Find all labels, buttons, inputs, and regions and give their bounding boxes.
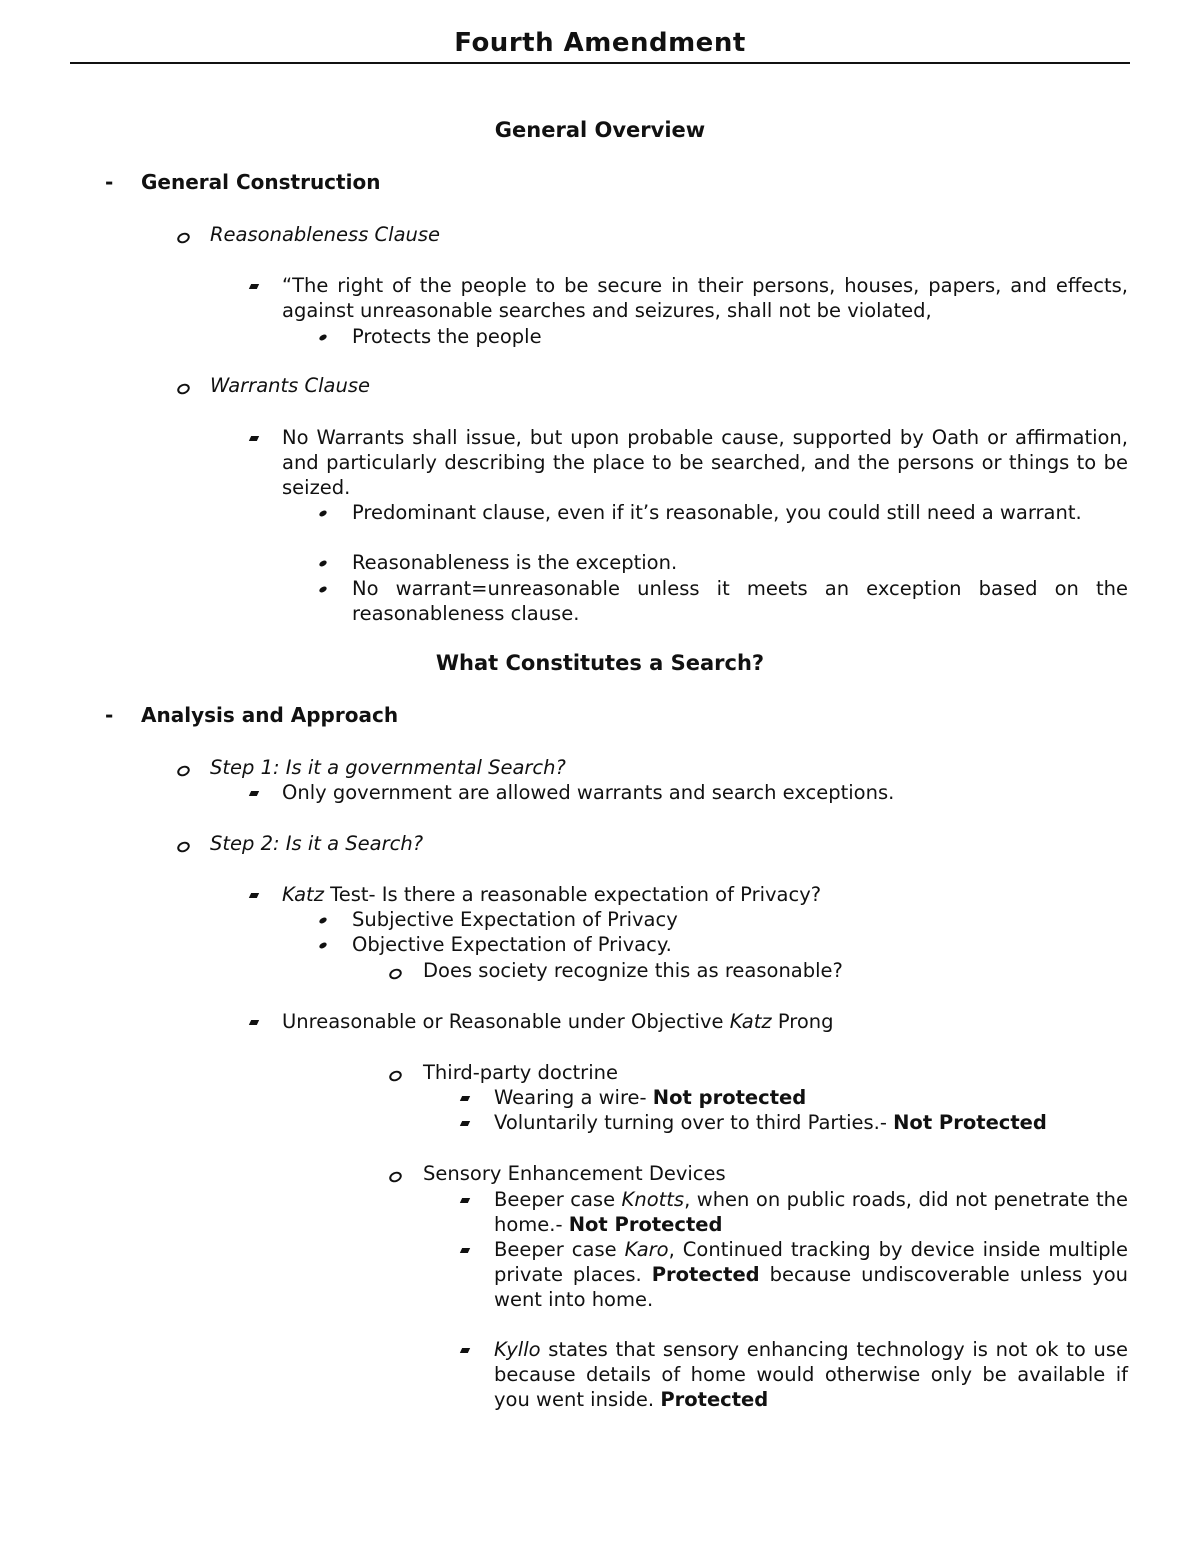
third-parties-item [494, 1110, 1047, 1135]
square-bullet-icon [460, 1121, 470, 1126]
wire-text: Wearing a wire- [494, 1086, 653, 1109]
third-parties-text: Voluntarily turning over to third Parties.- [494, 1111, 894, 1134]
warrants-clause-quote: No Warrants shall issue, but upon probable cause, supported by Oath or affirmation, and particularly describing the place to be searched, and the persons or things to be seized. [282, 426, 1128, 499]
kyllo-item [494, 1337, 1128, 1412]
circle-bullet-icon [387, 1069, 403, 1084]
square-bullet-icon [249, 284, 259, 289]
dot-bullet-icon [318, 585, 327, 593]
reasonableness-note: Protects the people [352, 325, 542, 348]
circle-bullet-icon [175, 840, 191, 855]
dash-bullet: - [105, 703, 114, 727]
square-bullet-icon [460, 1348, 470, 1353]
objective-prong-line [282, 1009, 834, 1034]
circle-bullet-icon [175, 382, 191, 397]
status-protected: Protected [651, 1263, 760, 1286]
katz-test-text: Test- Is there a reasonable expectation of Privacy? [323, 883, 822, 906]
circle-bullet-icon [387, 1170, 403, 1185]
case-name-katz: Katz [729, 1010, 772, 1033]
karo-item [494, 1237, 1128, 1312]
document-title: Fourth Amendment [454, 28, 746, 58]
knotts-pre: Beeper case [494, 1188, 622, 1211]
section-heading-general-overview: General Overview [494, 118, 706, 142]
step1-note: Only government are allowed warrants and search exceptions. [282, 781, 895, 804]
knotts-text: , when on public roads, did not penetrate the home.- [494, 1188, 1128, 1236]
prong-post: Prong [771, 1010, 834, 1033]
dot-bullet-icon [318, 333, 327, 341]
case-name-knotts: Knotts [621, 1188, 685, 1211]
circle-bullet-icon [175, 764, 191, 779]
warrants-note: No warrant=unreasonable unless it meets an exception based on the reasonableness clause. [352, 577, 1128, 625]
warrants-clause-label: Warrants Clause [210, 374, 371, 397]
case-name-kyllo: Kyllo [494, 1338, 541, 1361]
case-name-karo: Karo [624, 1238, 669, 1261]
step1-label: Step 1: Is it a governmental Search? [210, 756, 566, 779]
reasonableness-clause-label: Reasonableness Clause [210, 223, 441, 246]
outline-level1-general-construction: General Construction [141, 170, 381, 194]
status-not-protected: Not Protected [893, 1111, 1047, 1134]
title-rule [70, 62, 1130, 64]
karo-post: because undiscoverable unless you went into home. [494, 1263, 1128, 1311]
status-not-protected: Not Protected [568, 1213, 723, 1236]
square-bullet-icon [249, 791, 259, 796]
square-bullet-icon [249, 893, 259, 898]
dash-bullet: - [105, 170, 114, 194]
prong-pre: Unreasonable or Reasonable under Objective [282, 1010, 730, 1033]
square-bullet-icon [460, 1198, 470, 1203]
outline-level1-analysis-and-approach: Analysis and Approach [141, 703, 399, 727]
dot-bullet-icon [318, 941, 327, 949]
square-bullet-icon [249, 436, 259, 441]
square-bullet-icon [249, 1020, 259, 1025]
status-not-protected: Not protected [652, 1086, 807, 1109]
section-heading-what-constitutes-a-search: What Constitutes a Search? [435, 651, 765, 675]
warrants-note: Reasonableness is the exception. [352, 551, 678, 574]
knotts-item [494, 1187, 1128, 1237]
dot-bullet-icon [318, 559, 327, 567]
kyllo-text: states that sensory enhancing technology is not ok to use because details of home would otherwise only be available if you went inside. [494, 1338, 1128, 1411]
square-bullet-icon [460, 1248, 470, 1253]
step2-label: Step 2: Is it a Search? [210, 832, 424, 855]
dot-bullet-icon [318, 916, 327, 924]
square-bullet-icon [460, 1096, 470, 1101]
circle-bullet-icon [387, 967, 403, 982]
third-party-doctrine-label: Third-party doctrine [423, 1061, 618, 1084]
reasonableness-clause-quote: “The right of the people to be secure in their persons, houses, papers, and effects, against unreasonable searches and seizures, shall not be violated, [282, 274, 1128, 322]
case-name-katz: Katz [282, 883, 324, 906]
objective-expectation: Objective Expectation of Privacy. [352, 933, 672, 956]
society-question: Does society recognize this as reasonable? [423, 959, 843, 982]
warrants-note: Predominant clause, even if it’s reasonable, you could still need a warrant. [352, 501, 1082, 524]
karo-text: , Continued tracking by device inside multiple private places. [494, 1238, 1128, 1286]
karo-pre: Beeper case [494, 1238, 625, 1261]
wire-item [494, 1085, 806, 1110]
katz-test-line [282, 882, 821, 907]
subjective-expectation: Subjective Expectation of Privacy [352, 908, 678, 931]
circle-bullet-icon [175, 231, 191, 246]
sensory-devices-label: Sensory Enhancement Devices [423, 1162, 726, 1185]
dot-bullet-icon [318, 509, 327, 517]
status-protected: Protected [660, 1388, 769, 1411]
